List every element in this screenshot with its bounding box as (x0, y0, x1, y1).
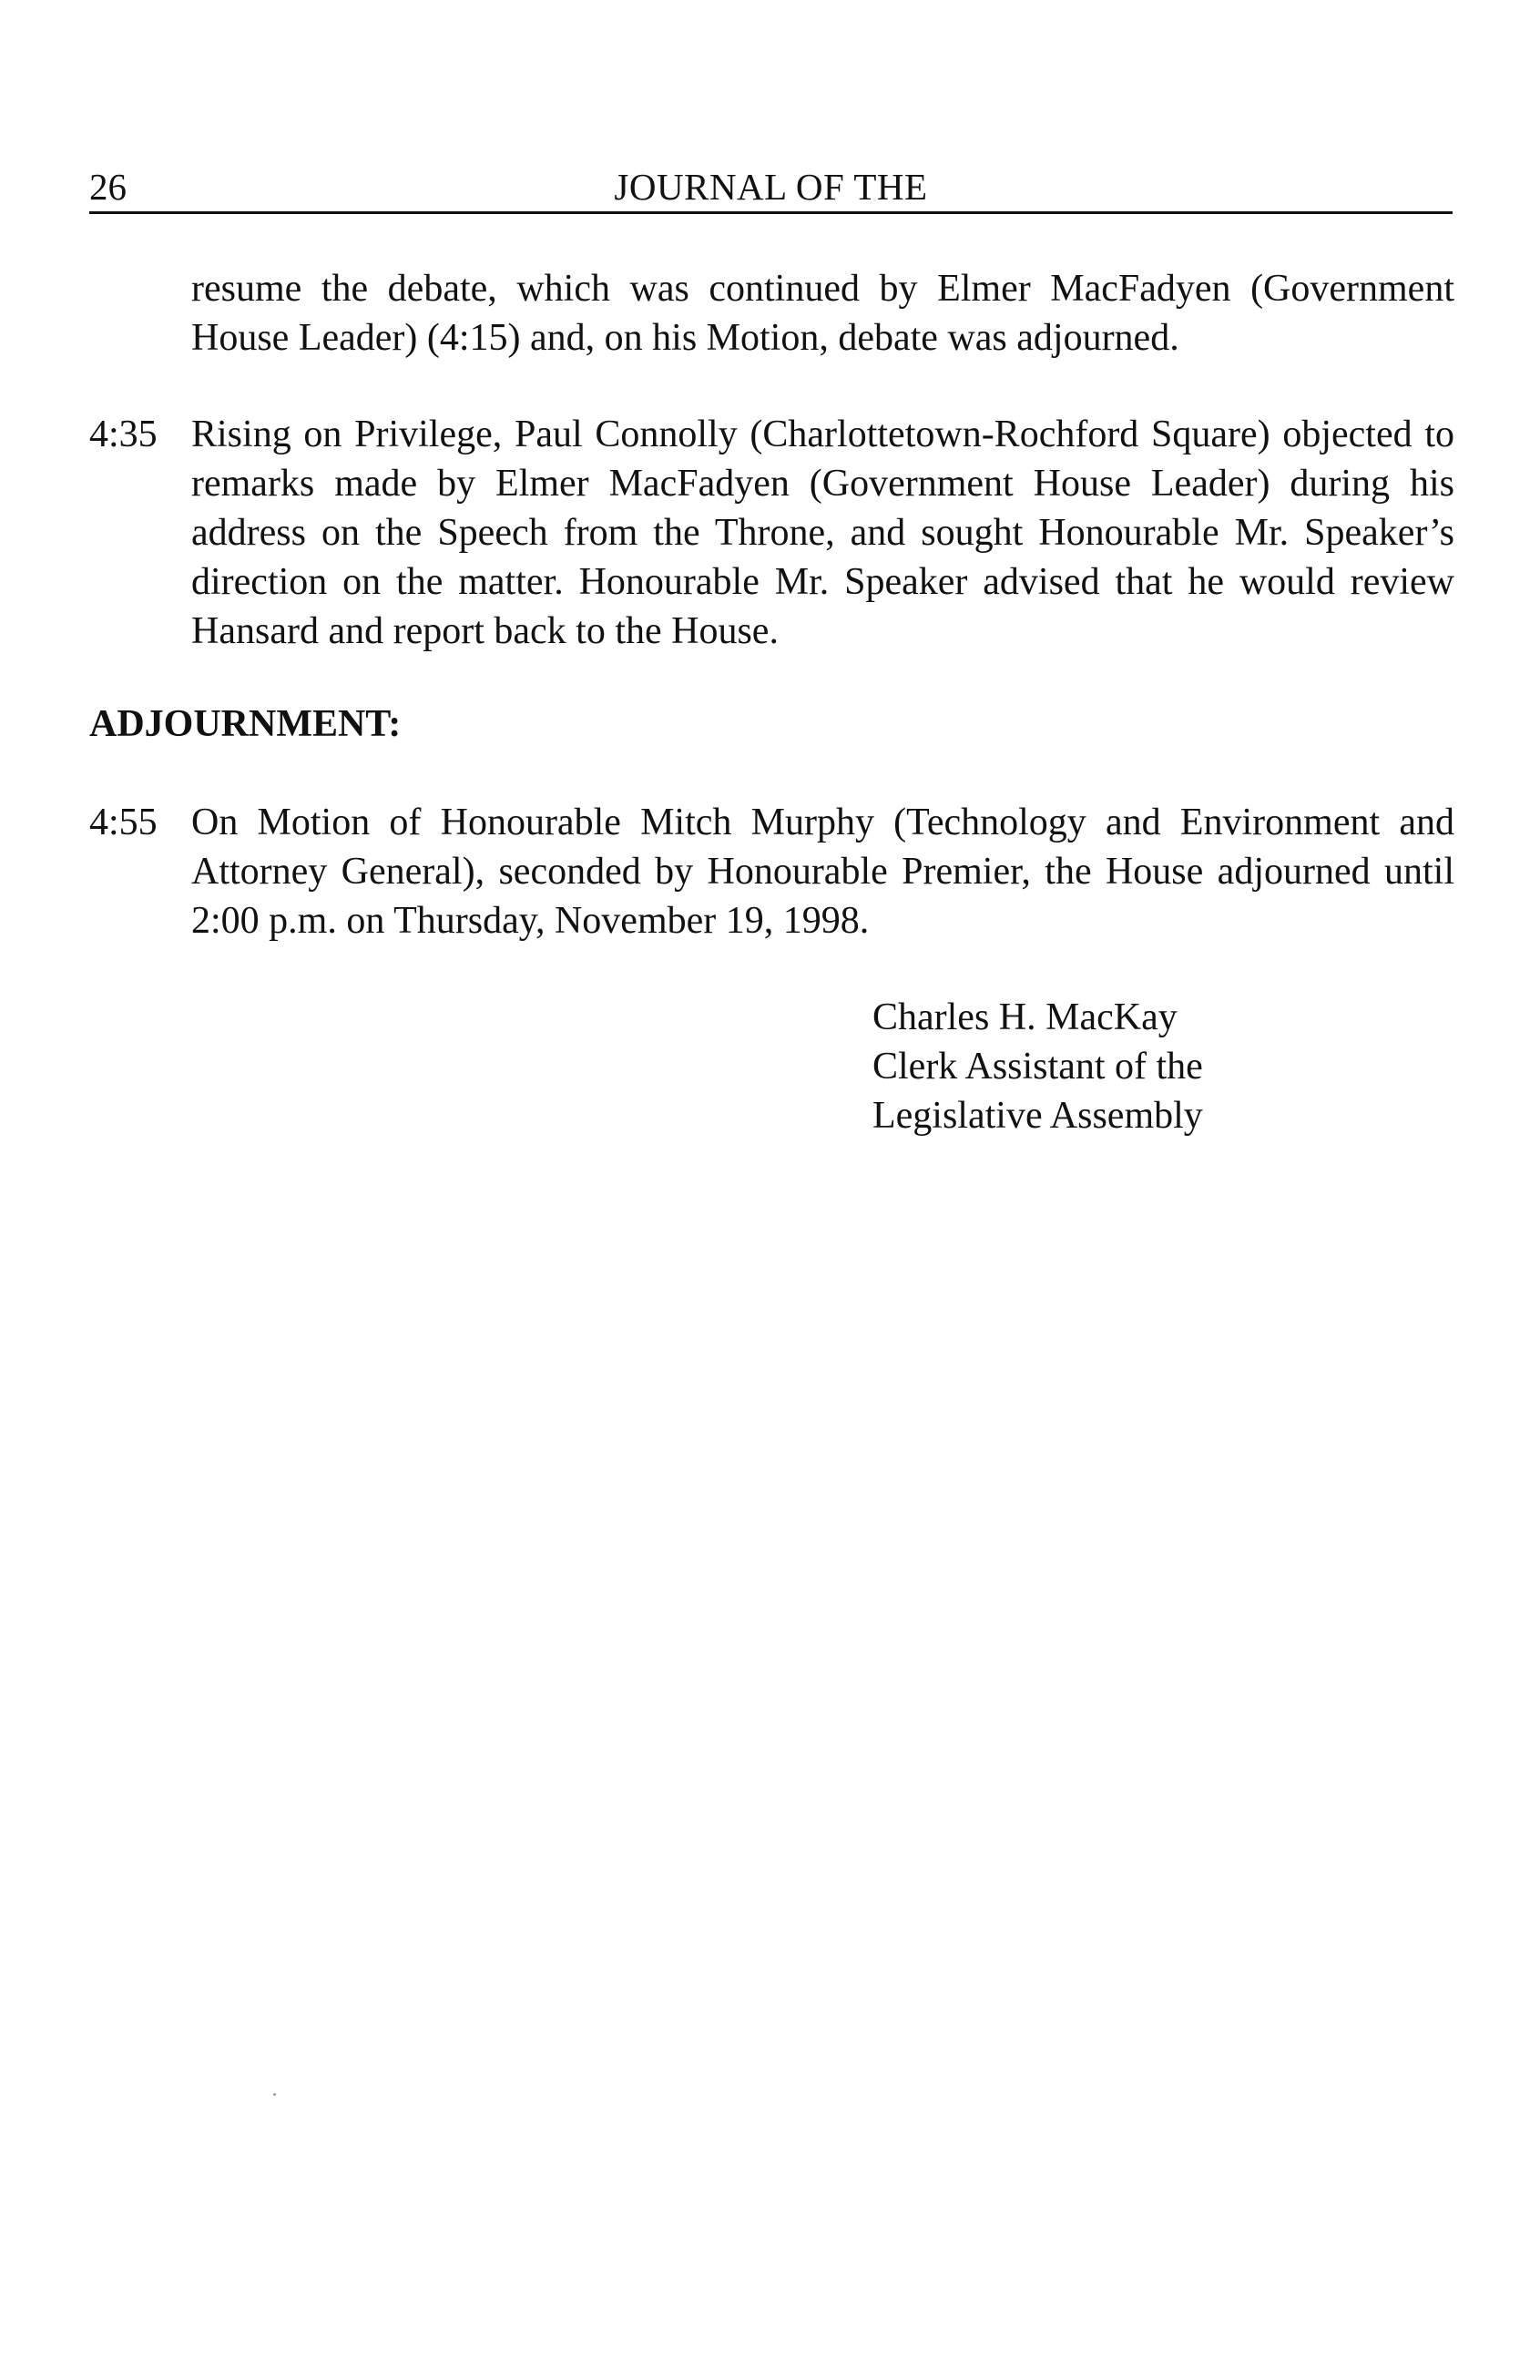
scan-speck (273, 2093, 276, 2096)
adjournment-time: 4:55 (89, 802, 158, 843)
page-header (89, 162, 1453, 214)
adjournment-paragraph: On Motion of Honourable Mitch Murphy (Technology and Environment and Attorney General), seconded by Honourable Premier, the House adjourned until 2:00 p.m. on Thursday, November 19, 1998. (191, 802, 1454, 942)
entry-time: 4:35 (89, 414, 158, 455)
running-head: JOURNAL OF THE (614, 166, 928, 208)
privilege-paragraph: Rising on Privilege, Paul Connolly (Charlottetown-Rochford Square) objected to remarks made by Elmer MacFadyen (Government House Leader) during his address on the Speech from the Throne, and sought Honourable Mr. Speaker’s direction on the matter. Honourable Mr. Speaker advised that he would review Hansard and report back to the House. (191, 414, 1454, 652)
signatory-organization: Legislative Assembly (872, 1095, 1203, 1137)
signatory-name: Charles H. MacKay (872, 996, 1178, 1038)
continuation-paragraph: resume the debate, which was continued by Elmer MacFadyen (Government House Leader) (4:15) and, on his Motion, debate was adjourned. (191, 268, 1454, 359)
signature-block (872, 993, 1203, 1140)
signatory-title: Clerk Assistant of the (872, 1046, 1203, 1088)
page-number: 26 (89, 166, 127, 208)
section-heading: ADJOURNMENT: (89, 703, 402, 745)
